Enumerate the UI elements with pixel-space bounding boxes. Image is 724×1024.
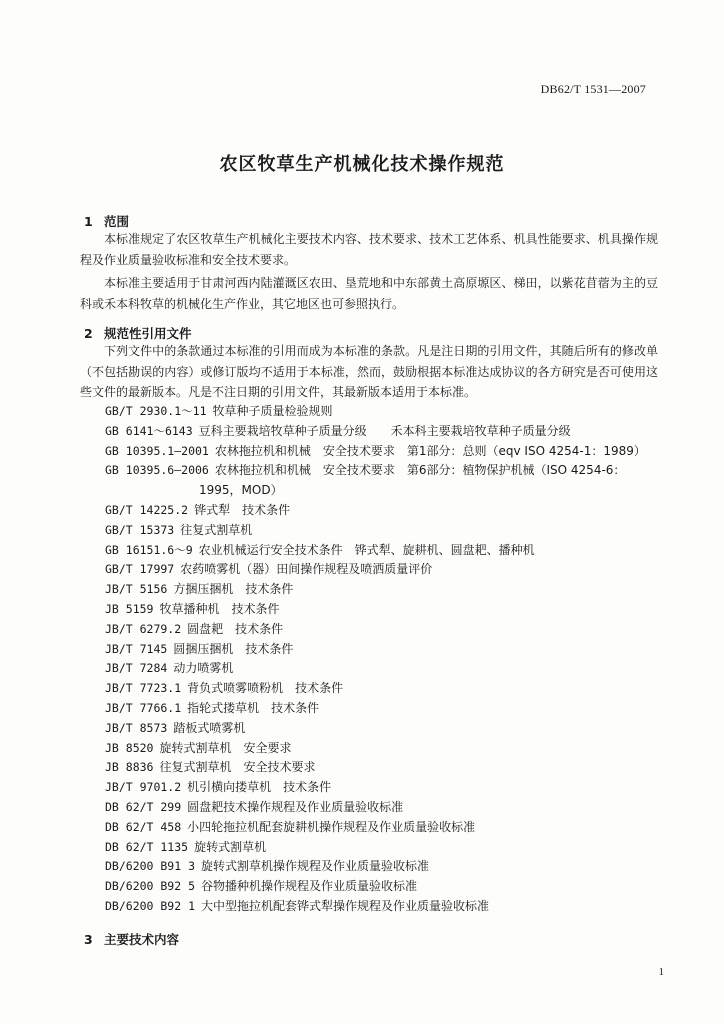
reference-item (105, 679, 675, 699)
reference-item (105, 620, 675, 640)
document-title: 农区牧草生产机械化技术操作规范 (219, 154, 505, 175)
reference-item (105, 481, 675, 501)
reference-title: 圆盘耙技术操作规程及作业质量验收标准 (187, 799, 404, 814)
reference-item (105, 501, 675, 521)
reference-code: GB 16151.6～9 (105, 542, 193, 557)
page-number: 1 (658, 966, 664, 978)
reference-title: 动力喷雾机 (173, 661, 234, 676)
reference-list (105, 402, 675, 917)
reference-title: 旋转式割草机操作规程及作业质量验收标准 (201, 859, 430, 874)
reference-item (105, 422, 675, 442)
reference-code: DB/6200 B91 3 (105, 859, 196, 874)
reference-item (105, 699, 675, 719)
reference-code: GB/T 15373 (105, 522, 175, 537)
reference-item (105, 600, 675, 620)
reference-title: 农林拖拉机和机械 安全技术要求 第1部分：总则（eqv ISO 4254-1：1989） (214, 443, 646, 458)
reference-title: 豆科主要栽培牧草种子质量分级 禾本科主要栽培牧草种子质量分级 (198, 423, 571, 438)
reference-title: 谷物播种机操作规程及作业质量验收标准 (201, 879, 418, 894)
reference-item (105, 541, 675, 561)
reference-title: 踏板式喷雾机 (173, 720, 246, 735)
reference-item (105, 739, 675, 759)
section-number: 1 (84, 214, 93, 229)
reference-title: 农业机械运行安全技术条件 铧式犁、旋耕机、圆盘耙、播种机 (198, 542, 535, 557)
reference-item (105, 402, 675, 422)
reference-code: GB 6141～6143 (105, 423, 193, 438)
reference-code: DB 62/T 299 (105, 799, 182, 814)
reference-title: 大中型拖拉机配套铧式犁操作规程及作业质量验收标准 (201, 898, 490, 913)
section-title: 规范性引用文件 (104, 326, 192, 341)
reference-code: GB 10395.1—2001 (105, 443, 209, 458)
reference-code: JB 5159 (105, 601, 154, 616)
reference-code: JB/T 7723.1 (105, 681, 182, 696)
reference-item (105, 521, 675, 541)
reference-code: JB/T 6279.2 (105, 621, 182, 636)
section-heading-normative-references (84, 324, 192, 342)
reference-title: 旋转式割草机 (194, 839, 267, 854)
reference-code: JB/T 9701.2 (105, 780, 182, 795)
reference-code: GB/T 17997 (105, 562, 175, 577)
reference-code: JB/T 5156 (105, 582, 168, 597)
section-heading-main-technical-content (84, 930, 179, 948)
reference-item (105, 838, 675, 858)
section-number: 3 (84, 932, 93, 947)
reference-item (105, 442, 675, 462)
reference-title: 牧草播种机 技术条件 (159, 601, 280, 616)
reference-code: JB 8836 (105, 760, 154, 775)
reference-item (105, 857, 675, 877)
reference-item (105, 659, 675, 679)
reference-title: 铧式犁 技术条件 (194, 502, 291, 517)
reference-title: 指轮式搂草机 技术条件 (187, 700, 320, 715)
reference-code: GB/T 14225.2 (105, 502, 189, 517)
reference-item (105, 818, 675, 838)
standard-code: DB62/T 1531—2007 (540, 82, 646, 96)
paragraph: 下列文件中的条款通过本标准的引用而成为本标准的条款。凡是注日期的引用文件，其随后所有的修改单（不包括勘误的内容）或修订版均不适用于本标准，然而，鼓励根据本标准达成协议的各方研究是否可使用这些文件的最新版本。凡是不注日期的引用文件，其最新版本适用于本标准。 (80, 344, 658, 399)
reference-item (105, 758, 675, 778)
reference-code: DB 62/T 1135 (105, 839, 189, 854)
reference-item (105, 897, 675, 917)
reference-title: 圆捆压捆机 技术条件 (173, 641, 294, 656)
reference-title: 圆盘耙 技术条件 (187, 621, 284, 636)
reference-item (105, 461, 675, 481)
reference-code: JB/T 7145 (105, 641, 168, 656)
reference-title: 旋转式割草机 安全要求 (159, 740, 292, 755)
reference-item (105, 719, 675, 739)
section-number: 2 (84, 326, 93, 341)
reference-code: GB 10395.6—2006 (105, 463, 209, 478)
reference-title: 方捆压捆机 技术条件 (173, 582, 294, 597)
reference-title: 1995，MOD） (199, 483, 283, 498)
reference-title: 机引横向搂草机 技术条件 (187, 780, 332, 795)
reference-title: 往复式割草机 (180, 522, 253, 537)
reference-title: 农林拖拉机和机械 安全技术要求 第6部分：植物保护机械（ISO 4254-6： (214, 463, 626, 478)
reference-title: 小四轮拖拉机配套旋耕机操作规程及作业质量验收标准 (187, 819, 476, 834)
reference-item (105, 798, 675, 818)
reference-code: DB 62/T 458 (105, 819, 182, 834)
reference-code: GB/T 2930.1～11 (105, 404, 207, 418)
reference-item (105, 560, 675, 580)
reference-item (105, 877, 675, 897)
paragraph: 本标准规定了农区牧草生产机械化主要技术内容、技术要求、技术工艺体系、机具性能要求、机具操作规程及作业质量验收标准和安全技术要求。 (80, 232, 658, 267)
reference-title: 往复式割草机 安全技术要求 (159, 760, 316, 775)
reference-title: 背负式喷雾喷粉机 技术条件 (187, 681, 344, 696)
reference-code: JB/T 8573 (105, 720, 168, 735)
reference-code: JB/T 7284 (105, 661, 168, 676)
reference-code: DB/6200 B92 5 (105, 879, 196, 894)
reference-item (105, 580, 675, 600)
section-title: 主要技术内容 (104, 932, 180, 947)
reference-code: JB/T 7766.1 (105, 700, 182, 715)
reference-code: JB 8520 (105, 740, 154, 755)
reference-item (105, 640, 675, 660)
reference-title: 农药喷雾机（器）田间操作规程及喷洒质量评价 (180, 562, 433, 577)
reference-code: DB/6200 B92 1 (105, 898, 196, 913)
reference-title: 牧草种子质量检验规则 (212, 404, 333, 418)
section-heading-scope (84, 212, 129, 230)
paragraph: 本标准主要适用于甘肃河西内陆灌溉区农田、垦荒地和中东部黄土高原塬区、梯田，以紫花苜蓿为主的豆科或禾本科牧草的机械化生产作业，其它地区也可参照执行。 (80, 276, 658, 311)
section-title: 范围 (104, 214, 130, 229)
reference-item (105, 778, 675, 798)
